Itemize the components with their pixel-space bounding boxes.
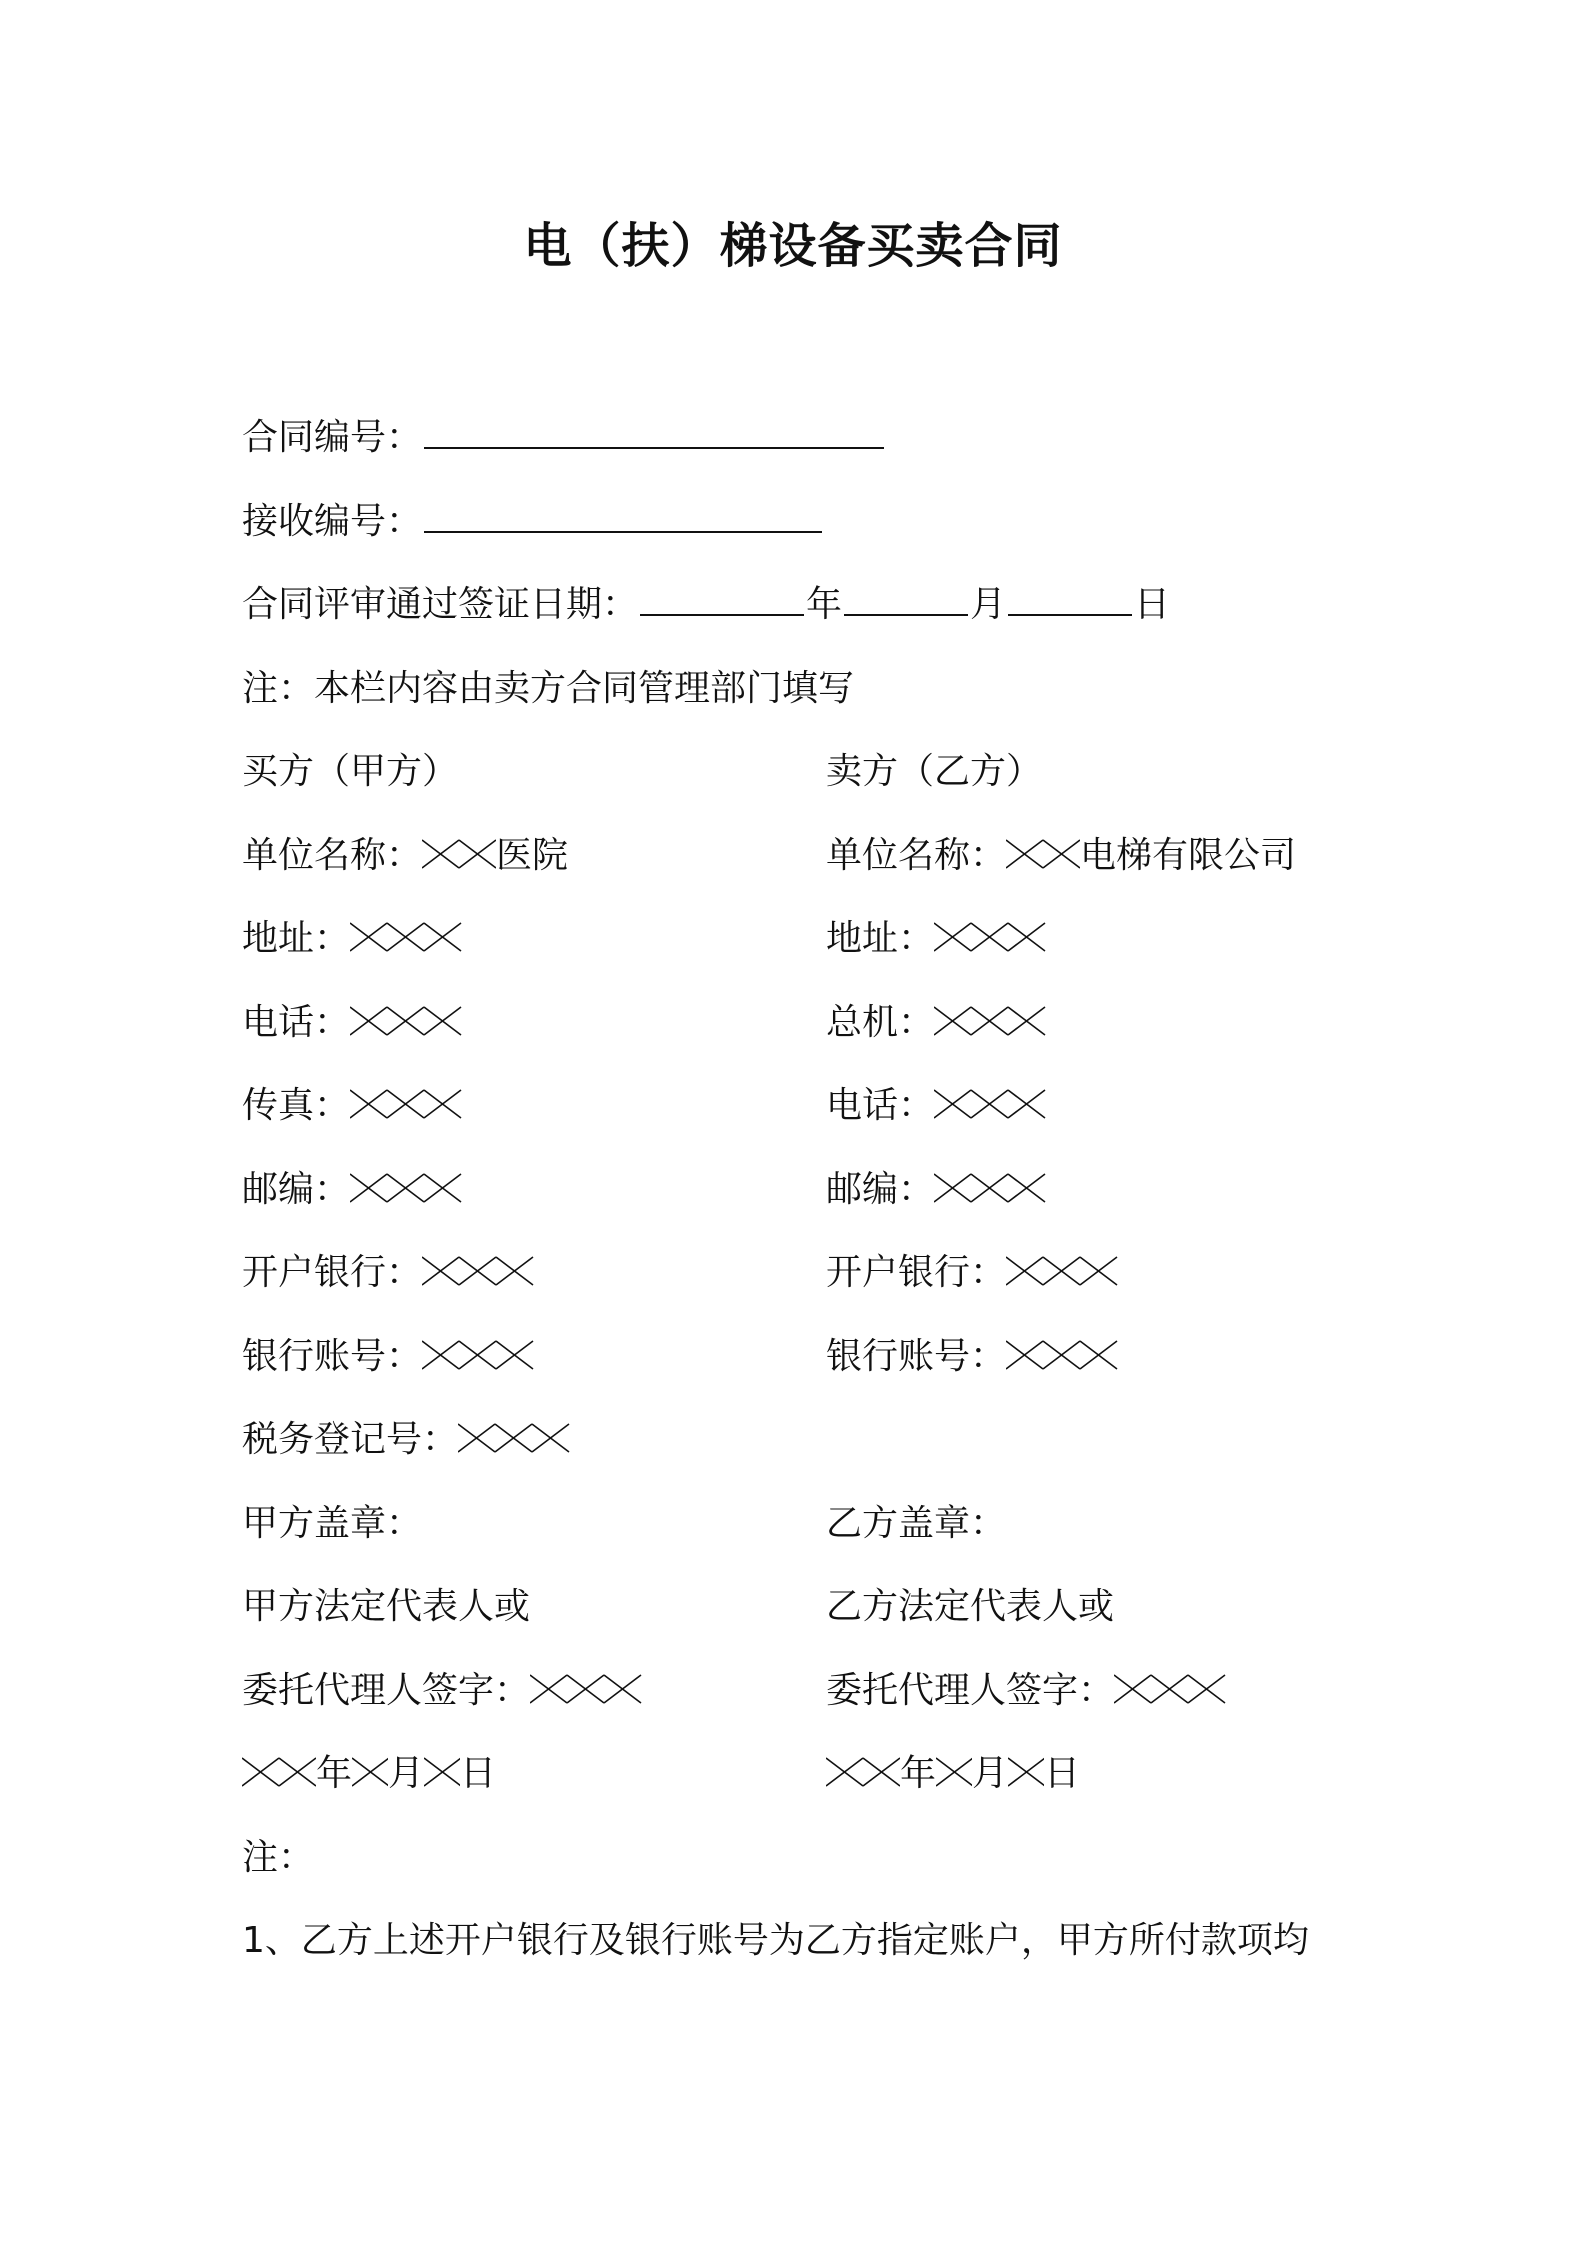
placeholder-cross-icon <box>424 1752 460 1792</box>
placeholder-cross-icon <box>242 1752 316 1792</box>
contract-no-label: 合同编号： <box>242 417 423 458</box>
seller-account-row <box>826 1332 1118 1382</box>
placeholder-cross-icon <box>422 834 496 874</box>
review-year-blank[interactable] <box>640 584 804 616</box>
day-label: 日 <box>1134 584 1171 625</box>
placeholder-cross-icon <box>458 1418 570 1458</box>
buyer-bank-label: 开户银行： <box>242 1252 423 1293</box>
receive-no-label: 接收编号： <box>242 501 423 542</box>
buyer-account-row <box>242 1332 534 1382</box>
seller-date-row <box>826 1749 1080 1799</box>
day-label: 日 <box>1044 1753 1081 1794</box>
buyer-heading: 买方（甲方） <box>242 751 459 792</box>
placeholder-cross-icon <box>422 1335 534 1375</box>
receive-no-row <box>242 497 824 547</box>
seller-agent-label: 委托代理人签字： <box>826 1670 1115 1711</box>
buyer-phone-row <box>242 998 462 1048</box>
placeholder-cross-icon <box>934 1084 1046 1124</box>
placeholder-cross-icon <box>350 917 462 957</box>
placeholder-cross-icon <box>1008 1752 1044 1792</box>
buyer-fax-label: 传真： <box>242 1085 351 1126</box>
seller-heading: 卖方（乙方） <box>826 751 1043 792</box>
buyer-unit-label: 单位名称： <box>242 835 423 876</box>
review-date-row <box>242 580 1170 630</box>
seller-phone-row <box>826 1081 1046 1131</box>
placeholder-cross-icon <box>350 1001 462 1041</box>
placeholder-cross-icon <box>1006 834 1080 874</box>
buyer-postcode-row <box>242 1165 462 1215</box>
buyer-agent-label: 委托代理人签字： <box>242 1670 531 1711</box>
placeholder-cross-icon <box>826 1752 900 1792</box>
buyer-bank-row <box>242 1248 534 1298</box>
page-title: 电（扶）梯设备买卖合同 <box>523 218 1063 274</box>
placeholder-cross-icon <box>350 1168 462 1208</box>
month-label: 月 <box>970 584 1007 625</box>
seller-unit-suffix: 电梯有限公司 <box>1080 835 1297 876</box>
seller-seal: 乙方盖章： <box>826 1503 1007 1544</box>
placeholder-cross-icon <box>934 917 1046 957</box>
seller-address-row <box>826 914 1046 964</box>
buyer-unit-row <box>242 831 568 881</box>
buyer-phone-label: 电话： <box>242 1002 351 1043</box>
placeholder-cross-icon <box>350 1084 462 1124</box>
year-label: 年 <box>316 1753 353 1794</box>
buyer-fax-row <box>242 1081 462 1131</box>
seller-account-label: 银行账号： <box>826 1336 1007 1377</box>
placeholder-cross-icon <box>422 1251 534 1291</box>
seller-bank-row <box>826 1248 1118 1298</box>
seller-switchboard-label: 总机： <box>826 1002 935 1043</box>
seller-agent-row <box>826 1666 1226 1716</box>
seller-rep: 乙方法定代表人或 <box>826 1586 1115 1627</box>
review-month-blank[interactable] <box>844 584 968 616</box>
seller-unit-row <box>826 831 1296 881</box>
buyer-rep: 甲方法定代表人或 <box>242 1586 531 1627</box>
placeholder-cross-icon <box>530 1669 642 1709</box>
buyer-tax-label: 税务登记号： <box>242 1419 459 1460</box>
seller-address-label: 地址： <box>826 918 935 959</box>
placeholder-cross-icon <box>1006 1335 1118 1375</box>
buyer-date-row <box>242 1749 496 1799</box>
seller-postcode-label: 邮编： <box>826 1169 935 1210</box>
placeholder-cross-icon <box>1114 1669 1226 1709</box>
seller-switchboard-row <box>826 998 1046 1048</box>
year-label: 年 <box>806 584 843 625</box>
seller-unit-label: 单位名称： <box>826 835 1007 876</box>
fill-note: 注：本栏内容由卖方合同管理部门填写 <box>242 668 855 709</box>
month-label: 月 <box>388 1753 425 1794</box>
seller-bank-label: 开户银行： <box>826 1252 1007 1293</box>
buyer-unit-suffix: 医院 <box>496 835 569 876</box>
note-item-1: 1、乙方上述开户银行及银行账号为乙方指定账户，甲方所付款项均 <box>242 1920 1309 1961</box>
day-label: 日 <box>460 1753 497 1794</box>
seller-phone-label: 电话： <box>826 1085 935 1126</box>
contract-no-row <box>242 413 886 463</box>
buyer-agent-row <box>242 1666 642 1716</box>
note-label: 注： <box>242 1837 315 1878</box>
placeholder-cross-icon <box>352 1752 388 1792</box>
buyer-postcode-label: 邮编： <box>242 1169 351 1210</box>
placeholder-cross-icon <box>934 1168 1046 1208</box>
seller-postcode-row <box>826 1165 1046 1215</box>
contract-no-blank[interactable] <box>424 417 884 449</box>
buyer-account-label: 银行账号： <box>242 1336 423 1377</box>
review-date-label: 合同评审通过签证日期： <box>242 584 639 625</box>
buyer-tax-row <box>242 1415 570 1465</box>
placeholder-cross-icon <box>934 1001 1046 1041</box>
year-label: 年 <box>900 1753 937 1794</box>
placeholder-cross-icon <box>936 1752 972 1792</box>
buyer-seal: 甲方盖章： <box>242 1503 423 1544</box>
review-day-blank[interactable] <box>1008 584 1132 616</box>
buyer-address-row <box>242 914 462 964</box>
month-label: 月 <box>972 1753 1009 1794</box>
receive-no-blank[interactable] <box>424 501 822 533</box>
placeholder-cross-icon <box>1006 1251 1118 1291</box>
buyer-address-label: 地址： <box>242 918 351 959</box>
